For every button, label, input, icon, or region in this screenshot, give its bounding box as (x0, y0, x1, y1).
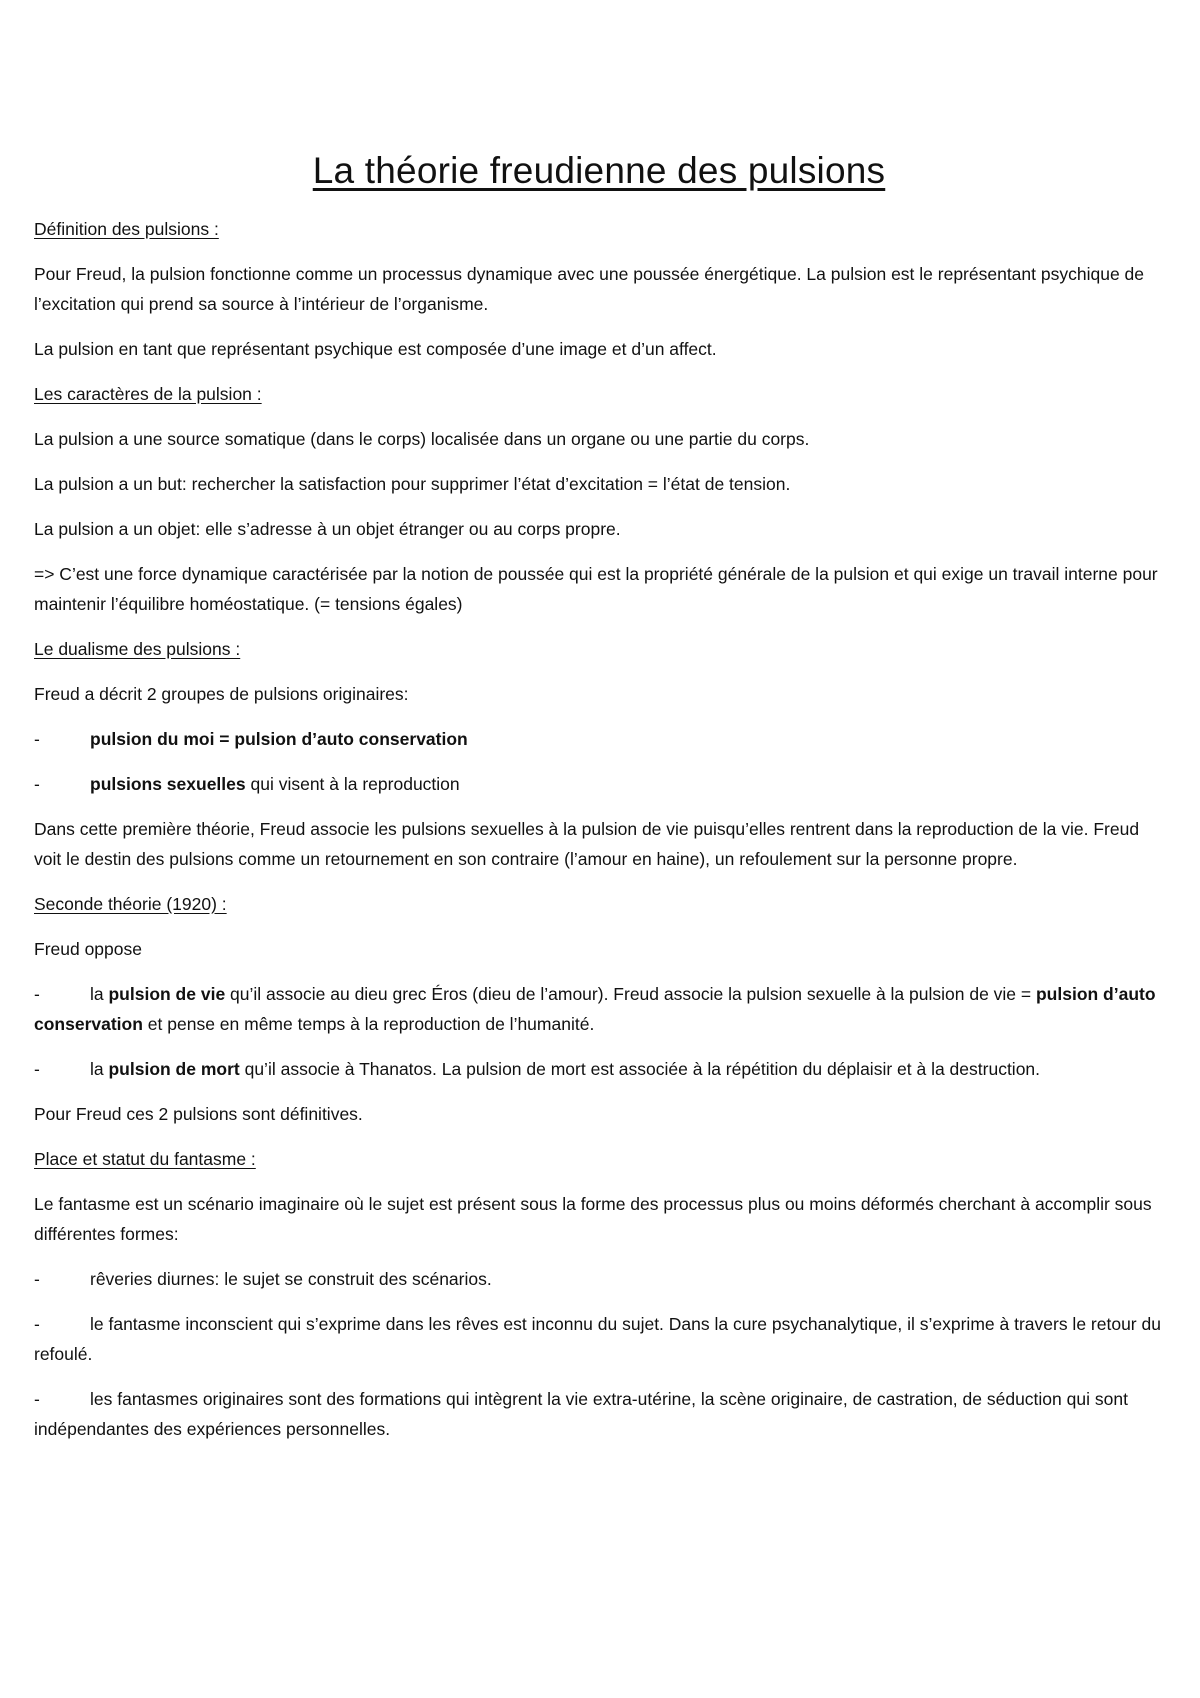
list-dash: - (34, 729, 40, 749)
heading-seconde-theorie: Seconde théorie (1920) : (34, 894, 227, 914)
bold-text: pulsions sexuelles (90, 774, 246, 794)
list-dash: - (34, 1389, 40, 1409)
paragraph-dualisme-intro: Freud a décrit 2 groupes de pulsions originaires: (34, 684, 409, 704)
paragraph-force: => C’est une force dynamique caractérisée par la notion de poussée qui est la propriété générale de la pulsion et qui exige un travail interne pour maintenir l’équilibre homéostatique. (= tensions égales) (34, 564, 1158, 614)
list-dash: - (34, 1059, 40, 1079)
bold-text: pulsion de mort (108, 1059, 240, 1079)
paragraph-freud-oppose: Freud oppose (34, 939, 142, 959)
list-item-text: la (90, 984, 109, 1004)
paragraph-definitives: Pour Freud ces 2 pulsions sont définitives. (34, 1104, 363, 1124)
list-dash: - (34, 1314, 40, 1334)
list-item-text: rêveries diurnes: le sujet se construit des scénarios. (90, 1269, 492, 1289)
list-dash: - (34, 984, 40, 1004)
list-item-reveries (34, 1264, 1164, 1294)
list-item-text: la (90, 1059, 109, 1079)
list-item-text: qu’il associe au dieu grec Éros (dieu de l’amour). Freud associe la pulsion sexuelle à la pulsion de vie = (225, 984, 1036, 1004)
list-item-text: le fantasme inconscient qui s’exprime dans les rêves est inconnu du sujet. Dans la cure psychanalytique, il s’exprime à travers le retour du refoulé. (34, 1314, 1161, 1364)
document-title: La théorie freudienne des pulsions (312, 150, 886, 191)
list-dash: - (34, 1269, 40, 1289)
heading-caracteres: Les caractères de la pulsion : (34, 384, 262, 404)
list-item-pulsions-sexuelles (34, 769, 1164, 799)
list-item-text: qui visent à la reproduction (245, 774, 460, 794)
paragraph-source: La pulsion a une source somatique (dans le corps) localisée dans un organe ou une partie du corps. (34, 429, 810, 449)
heading-dualisme: Le dualisme des pulsions : (34, 639, 241, 659)
heading-fantasme: Place et statut du fantasme : (34, 1149, 256, 1169)
list-item-pulsion-mort (34, 1054, 1164, 1084)
bold-text: pulsion d’auto conservation (34, 984, 1156, 1034)
paragraph-but: La pulsion a un but: rechercher la satisfaction pour supprimer l’état d’excitation = l’état de tension. (34, 474, 791, 494)
heading-definition: Définition des pulsions : (34, 219, 219, 239)
bold-text: pulsion de vie (108, 984, 226, 1004)
paragraph-premiere-theorie: Dans cette première théorie, Freud associe les pulsions sexuelles à la pulsion de vie puisqu’elles rentrent dans la reproduction de la vie. Freud voit le destin des pulsions comme un retournement en son contraire (l’amour en haine), un refoulement sur la personne propre. (34, 819, 1140, 869)
paragraph-fantasme: Le fantasme est un scénario imaginaire où le sujet est présent sous la forme des processus plus ou moins déformés cherchant à accomplir sous différentes formes: (34, 1194, 1152, 1244)
paragraph-objet: La pulsion a un objet: elle s’adresse à un objet étranger ou au corps propre. (34, 519, 621, 539)
list-item-text: et pense en même temps à la reproduction de l’humanité. (142, 1014, 595, 1034)
list-item-text: les fantasmes originaires sont des formations qui intègrent la vie extra-utérine, la scène originaire, de castration, de séduction qui sont indépendantes des expériences personnelles. (34, 1389, 1128, 1439)
list-item-pulsion-moi (34, 724, 1164, 754)
bold-text: pulsion du moi = pulsion d’auto conservation (90, 729, 468, 749)
list-item-fantasme-inconscient (34, 1309, 1164, 1369)
list-dash: - (34, 774, 40, 794)
list-item-text: qu’il associe à Thanatos. La pulsion de mort est associée à la répétition du déplaisir et à la destruction. (239, 1059, 1041, 1079)
paragraph-definition-1: Pour Freud, la pulsion fonctionne comme un processus dynamique avec une poussée énergétique. La pulsion est le représentant psychique de l’excitation qui prend sa source à l’intérieur de l’organisme. (34, 264, 1145, 314)
document-page (34, 150, 1164, 1459)
list-item-pulsion-vie (34, 979, 1164, 1039)
list-item-fantasmes-originaires (34, 1384, 1164, 1444)
paragraph-definition-2: La pulsion en tant que représentant psychique est composée d’une image et d’un affect. (34, 339, 717, 359)
